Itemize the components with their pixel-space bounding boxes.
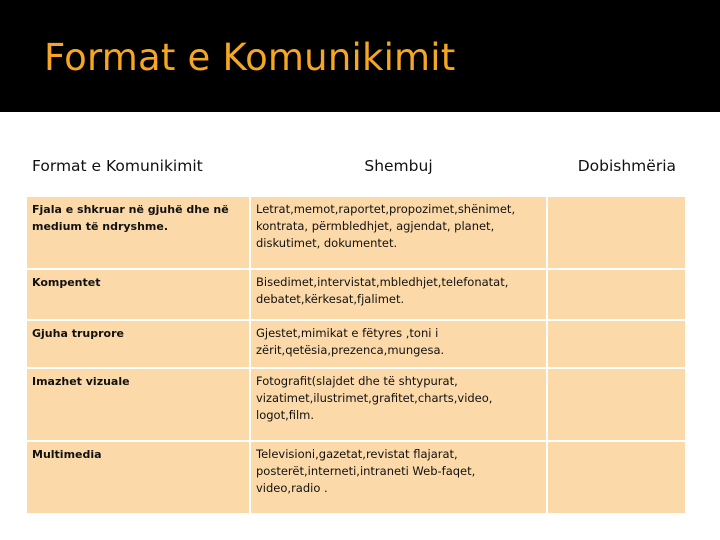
header-benefit: Dobishmëria bbox=[547, 137, 686, 196]
form-cell: Imazhet vizuale bbox=[26, 368, 250, 441]
communication-forms-table bbox=[25, 137, 687, 515]
examples-cell: Letrat,memot,raportet,propozimet,shënimet, kontrata, përmbledhjet, agjendat, planet, diskutimet, dokumentet. bbox=[250, 196, 547, 269]
benefit-cell bbox=[547, 269, 686, 320]
benefit-cell bbox=[547, 441, 686, 514]
header-examples: Shembuj bbox=[250, 137, 547, 196]
form-cell: Gjuha truprore bbox=[26, 320, 250, 368]
form-cell: Kompentet bbox=[26, 269, 250, 320]
slide-title: Format e Komunikimit bbox=[44, 36, 456, 79]
benefit-cell bbox=[547, 320, 686, 368]
header-forms: Format e Komunikimit bbox=[26, 137, 250, 196]
form-cell: Multimedia bbox=[26, 441, 250, 514]
examples-cell: Bisedimet,intervistat,mbledhjet,telefonatat, debatet,kërkesat,fjalimet. bbox=[250, 269, 547, 320]
examples-cell: Gjestet,mimikat e fëtyres ,toni i zërit,qetësia,prezenca,mungesa. bbox=[250, 320, 547, 368]
benefit-cell bbox=[547, 368, 686, 441]
table-row bbox=[26, 368, 686, 441]
table-row bbox=[26, 269, 686, 320]
title-bar bbox=[0, 0, 720, 112]
form-cell: Fjala e shkruar në gjuhë dhe në medium të ndryshme. bbox=[26, 196, 250, 269]
examples-cell: Fotografit(slajdet dhe të shtypurat, vizatimet,ilustrimet,grafitet,charts,video, logot,film. bbox=[250, 368, 547, 441]
table-header-row bbox=[26, 137, 686, 196]
table-row bbox=[26, 196, 686, 269]
table-row bbox=[26, 441, 686, 514]
examples-cell: Televisioni,gazetat,revistat flajarat, posterët,interneti,intraneti Web-faqet, video,radio . bbox=[250, 441, 547, 514]
benefit-cell bbox=[547, 196, 686, 269]
table-row bbox=[26, 320, 686, 368]
